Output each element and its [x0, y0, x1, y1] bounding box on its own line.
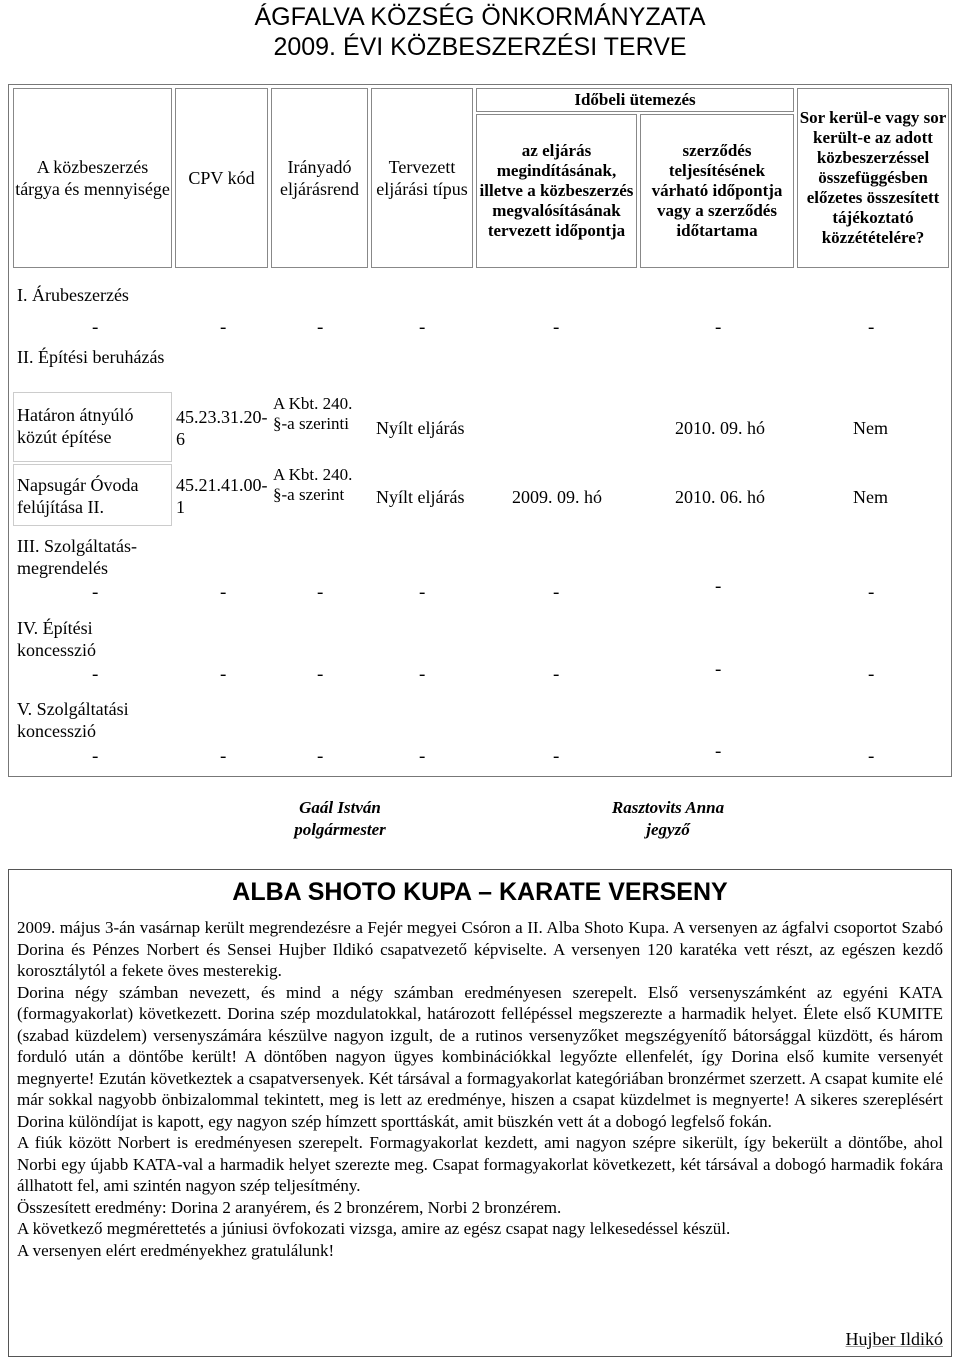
dash-cell: - — [92, 317, 99, 338]
section-service-concession: V. Szolgáltatási koncesszió — [17, 699, 129, 741]
page-title: ÁGFALVA KÖZSÉG ÖNKORMÁNYZATA — [254, 3, 706, 31]
page-subtitle: 2009. ÉVI KÖZBESZERZÉSI TERVE — [273, 33, 687, 61]
dash-cell: - — [553, 317, 560, 338]
signature-mayor — [260, 797, 420, 841]
dash-cell: - — [317, 746, 324, 767]
signature-mayor-role: polgármester — [294, 820, 386, 839]
dash-cell: - — [715, 659, 722, 680]
header-subject: A közbeszerzés tárgya és mennyisége — [13, 88, 172, 268]
dash-cell: - — [553, 746, 560, 767]
header-publish: Sor kerül-e vagy sor került-e az adott közbeszerzéssel összefüggésben előzetes összesített tájékoztató közzétételére? — [797, 88, 949, 268]
dash-cell: - — [220, 664, 227, 685]
row1-completion: 2010. 09. hó — [675, 418, 765, 438]
dash-cell: - — [419, 582, 426, 603]
row1-cpv: 45.23.31.20-6 — [176, 407, 268, 449]
row1-subject: Határon átnyúló közút építése — [17, 405, 134, 447]
article-paragraph: A következő megmérettetés a júniusi övfokozati vizsga, amire az egész csapat nagy lelkesedéssel készül. — [17, 1219, 731, 1238]
dash-cell: - — [715, 317, 722, 338]
header-cpv: CPV kód — [175, 88, 268, 268]
row1-type: Nyílt eljárás — [376, 418, 465, 438]
dash-cell: - — [92, 664, 99, 685]
dash-cell: - — [715, 576, 722, 597]
signature-notary — [588, 797, 748, 841]
article-paragraph: Dorina négy számban nevezett, és mind a négy számban eredményesen szerepelt. Első versenyszámként az egyéni KATA (formagyakorlat) következett. Dorina szép mozdulatokkal, határozott fellépéssel megszerezte a harmadik helyet. Élete első KUMITE (szabad küzdelem) versenyszámára készülve nagyon izgult, de a rutinos versenyzőket megszégyenítő bátorsággal küzdött, és három forduló után a döntőbe került! A döntőben nagyon ügyes kombinációkkal legyőzte ellenfelét, így Dorina első kumite versenyét megnyerte! Ezután következtek a csapatversenyek. Két társával a formagyakorlat kategóriában bronzérmet szerzett. A csapat kumite elé már sokkal nagyobb önbizalommal tekintett, meg is lett az eredménye, hiszen a csapat küzdelmet is megnyerte! A sikeres szereplésért Dorina különdíjat is kapott, egy nagyon szép hímzett sporttáskát, amit büszkén vett át a dobogó legfelső fokán. — [17, 982, 943, 1131]
dash-cell: - — [553, 664, 560, 685]
row2-subject: Napsugár Óvoda felújítása II. — [17, 475, 139, 517]
dash-cell: - — [868, 582, 875, 603]
section-services: III. Szolgáltatás-megrendelés — [17, 536, 137, 578]
article-paragraph: 2009. május 3-án vasárnap került megrendezésre a Fejér megyei Csóron a II. Alba Shoto Kupa. A versenyen az ágfalvi csoportot Szabó Dorina és Pénzes Norbert és Sensei Hujber Ildikó csapatvezető képviselte. A versenyen 120 karatéka vett részt, az egészen kezdő korosztálytól a fekete öves mesterekig. — [17, 918, 943, 980]
article-paragraph: Összesített eredmény: Dorina 2 aranyérem, és 2 bronzérem, Norbi 2 bronzérem. — [17, 1197, 562, 1217]
section-construction: II. Építési beruházás — [17, 347, 165, 367]
row1-publish: Nem — [853, 418, 888, 438]
article-paragraph: A versenyen elért eredményekhez gratulálunk! — [17, 1240, 335, 1260]
dash-cell: - — [317, 317, 324, 338]
row2-start: 2009. 09. hó — [512, 487, 602, 507]
section-construction-concession: IV. Építési koncesszió — [17, 618, 96, 660]
row2-procedure: A Kbt. 240. §-a szerint — [273, 465, 353, 504]
dash-cell: - — [868, 746, 875, 767]
header-schedule: Időbeli ütemezés — [476, 88, 794, 112]
article-author: Hujber Ildikó — [845, 1329, 943, 1349]
dash-cell: - — [553, 582, 560, 603]
article-body — [17, 917, 943, 1261]
dash-cell: - — [220, 582, 227, 603]
section-goods: I. Árubeszerzés — [17, 285, 129, 305]
signature-notary-role: jegyző — [646, 820, 690, 839]
row2-completion: 2010. 06. hó — [675, 487, 765, 507]
dash-cell: - — [868, 664, 875, 685]
dash-cell: - — [317, 664, 324, 685]
dash-cell: - — [419, 317, 426, 338]
row2-type: Nyílt eljárás — [376, 487, 465, 507]
header-procedure: Irányadó eljárásrend — [271, 88, 368, 268]
signature-mayor-name: Gaál István — [299, 798, 381, 817]
dash-cell: - — [92, 746, 99, 767]
article-paragraph: A fiúk között Norbert is eredményesen szerepelt. Formagyakorlat kezdett, ami nagyon szépre sikerült, így bekerült a döntőbe, ahol Norbi egy újabb KATA-val a harmadik helyet szerezte meg. Csapat formagyakorlat következett, két társával a dobogó harmadik fokára állhatott fel, ami szintén nagyon szép teljesítmény. — [17, 1133, 943, 1195]
header-start: az eljárás megindításának, illetve a közbeszerzés megvalósításának tervezett időpontja — [476, 114, 637, 268]
dash-cell: - — [419, 746, 426, 767]
dash-cell: - — [868, 317, 875, 338]
header-completion: szerződés teljesítésének várható időpontja vagy a szerződés időtartama — [640, 114, 794, 268]
dash-cell: - — [92, 582, 99, 603]
dash-cell: - — [220, 746, 227, 767]
article-heading: ALBA SHOTO KUPA – KARATE VERSENY — [232, 878, 728, 906]
row2-publish: Nem — [853, 487, 888, 507]
row1-procedure: A Kbt. 240. §-a szerinti — [273, 394, 353, 433]
dash-cell: - — [419, 664, 426, 685]
dash-cell: - — [317, 582, 324, 603]
signature-notary-name: Rasztovits Anna — [611, 798, 725, 817]
header-planned-type: Tervezett eljárási típus — [371, 88, 473, 268]
dash-cell: - — [220, 317, 227, 338]
row2-cpv: 45.21.41.00-1 — [176, 475, 268, 517]
dash-cell: - — [715, 741, 722, 762]
